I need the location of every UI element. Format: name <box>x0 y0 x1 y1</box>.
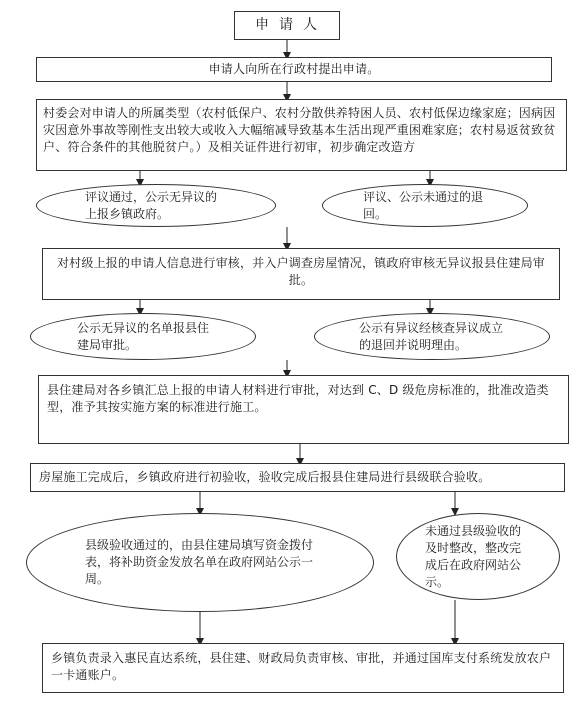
step6-fund-payment: 乡镇负责录入惠民直达系统，县住建、财政局负责审核、审批，并通过国库支付系统发放农户一卡通账户。 <box>42 643 564 693</box>
step5-acceptance: 房屋施工完成后，乡镇政府进行初验收，验收完成后报县住建局进行县级联合验收。 <box>30 463 565 492</box>
step1-submit-application: 申请人向所在行政村提出申请。 <box>36 57 552 82</box>
oval2-fail <box>314 313 550 360</box>
oval1-fail-text: 评议、公示未通过的退回。 <box>363 189 484 221</box>
oval2-fail-text: 公示有异议经核查异议成立的退回并说明理由。 <box>359 320 504 352</box>
oval1-pass <box>36 184 276 227</box>
oval2-pass-text: 公示无异议的名单报县住建局审批。 <box>77 320 210 352</box>
applicant-box: 申请人 <box>234 11 340 40</box>
step3-town-review: 对村级上报的申请人信息进行审核，并入户调查房屋情况，镇政府审核无异议报县住建局审批。 <box>42 248 560 300</box>
oval2-pass <box>30 313 256 360</box>
step4-county-approval: 县住建局对各乡镇汇总上报的申请人材料进行审批，对达到 C、D 级危房标准的，批准改造类型，准予其按实施方案的标准进行施工。 <box>38 375 569 444</box>
oval1-fail <box>322 184 528 227</box>
step2-village-review: 村委会对申请人的所属类型（农村低保户、农村分散供养特困人员、农村低保边缘家庭；因病因灾因意外事故等刚性支出较大或收入大幅缩减导致基本生活出现严重困难家庭；农村易返贫致贫户、符合条件的其他脱贫户。）及相关证件进行初审，初步确定改造方 <box>36 99 567 171</box>
oval3-fail <box>396 513 560 600</box>
oval3-pass-text: 县级验收通过的，由县住建局填写资金拨付表，将补助资金发放名单在政府网站公示一周。 <box>85 538 314 586</box>
oval3-fail-text: 未通过县级验收的及时整改，整改完成后在政府网站公示。 <box>425 523 522 589</box>
oval1-pass-text: 评议通过，公示无异议的上报乡镇政府。 <box>85 189 218 221</box>
oval3-pass <box>26 513 374 612</box>
